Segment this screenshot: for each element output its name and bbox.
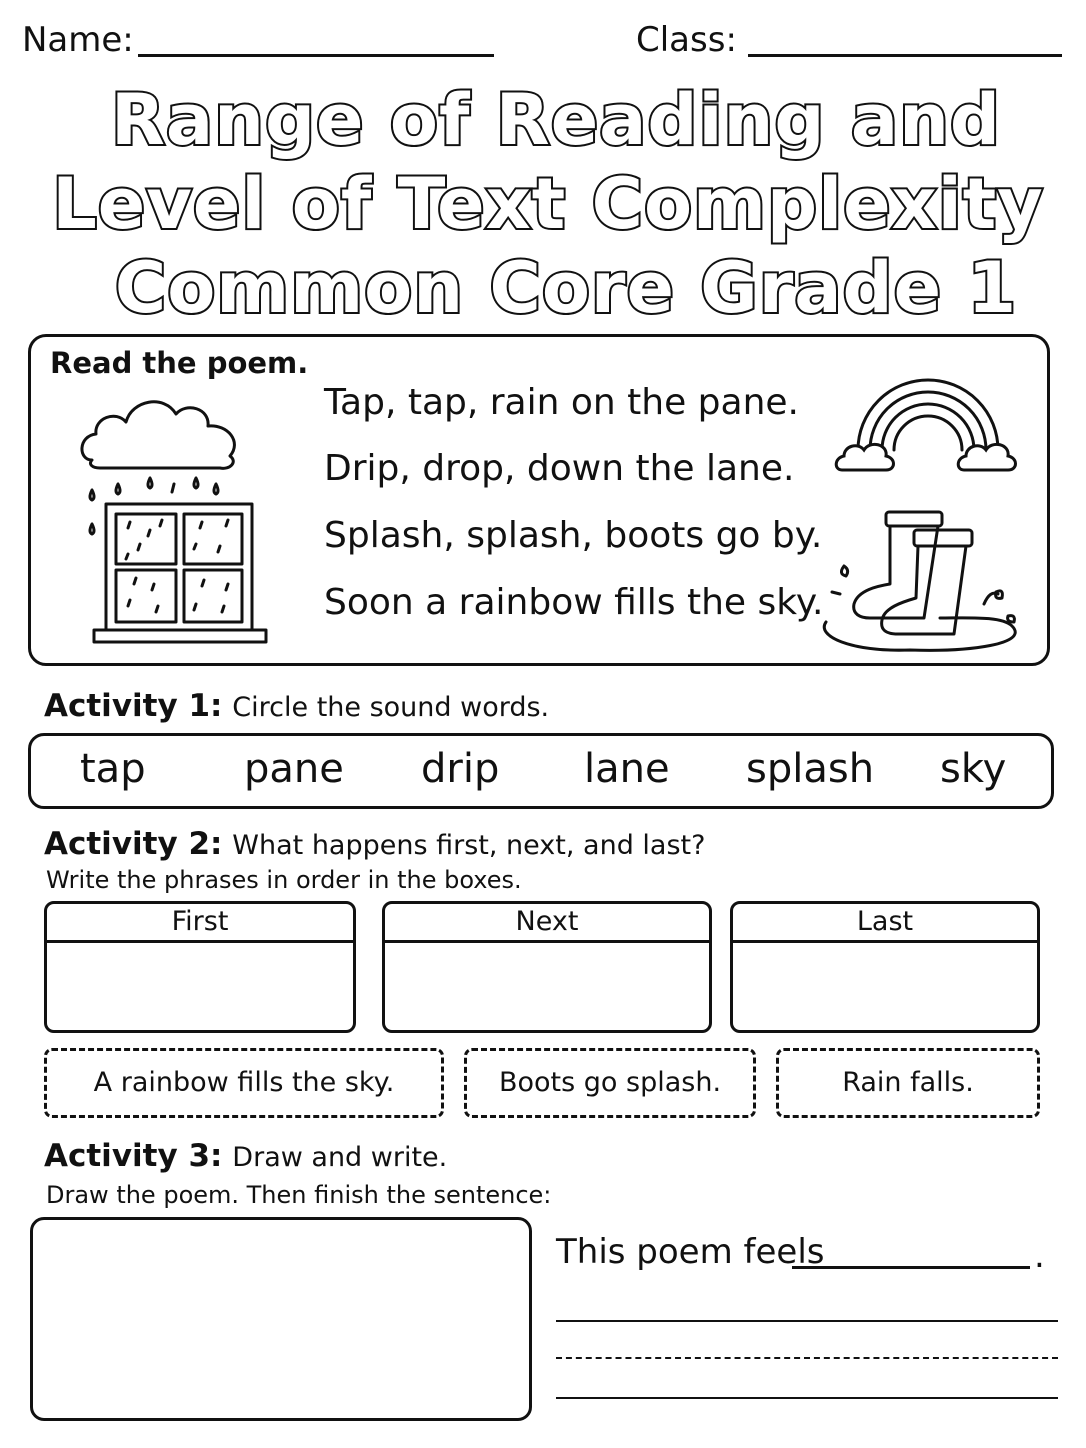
- word-drip[interactable]: drip: [421, 746, 500, 792]
- phrase-card[interactable]: Rain falls.: [776, 1048, 1040, 1118]
- activity-2-heading: [44, 826, 705, 862]
- activity-1-heading: [44, 688, 549, 724]
- name-blank[interactable]: [138, 54, 494, 57]
- next-box[interactable]: [382, 901, 712, 1033]
- drawing-box[interactable]: [30, 1217, 532, 1421]
- last-box[interactable]: [730, 901, 1040, 1033]
- activity-2-subinstruction: Write the phrases in order in the boxes.: [46, 866, 522, 894]
- writing-line-middle: [556, 1357, 1058, 1359]
- activity-3-label: Activity 3:: [44, 1138, 223, 1174]
- word-lane[interactable]: lane: [584, 746, 670, 792]
- activity-1-label: Activity 1:: [44, 688, 223, 724]
- last-box-header: Last: [733, 904, 1037, 943]
- name-label: Name:: [22, 20, 134, 60]
- word-pane[interactable]: pane: [244, 746, 344, 792]
- word-splash[interactable]: splash: [746, 746, 875, 792]
- rainbow-icon: [834, 366, 1024, 478]
- activity-3-subinstruction: Draw the poem. Then finish the sentence:: [46, 1181, 552, 1209]
- phrase-card[interactable]: Boots go splash.: [464, 1048, 756, 1118]
- word-sky[interactable]: sky: [940, 746, 1007, 792]
- poem-line-3: Splash, splash, boots go by.: [324, 515, 823, 556]
- class-blank[interactable]: [748, 54, 1062, 57]
- title-line-1: Range of Reading and: [110, 79, 1002, 161]
- activity-1-instruction: Circle the sound words.: [232, 692, 550, 723]
- poem-instruction: Read the poem.: [50, 346, 309, 380]
- word-tap[interactable]: tap: [80, 746, 146, 792]
- activity-3-heading: [44, 1138, 447, 1174]
- writing-line-top[interactable]: [556, 1320, 1058, 1322]
- sentence-period: .: [1034, 1236, 1045, 1276]
- rain-boots-icon: [820, 506, 1030, 656]
- activity-2-instruction: What happens first, next, and last?: [232, 830, 706, 861]
- title-line-3: Common Core Grade 1: [114, 247, 1018, 328]
- class-label: Class:: [636, 20, 737, 60]
- feeling-blank[interactable]: [792, 1266, 1030, 1269]
- poem-line-2: Drip, drop, down the lane.: [324, 448, 795, 489]
- first-box[interactable]: [44, 901, 356, 1033]
- sound-words-box: [28, 733, 1054, 809]
- poem-line-1: Tap, tap, rain on the pane.: [324, 382, 799, 423]
- activity-3-instruction: Draw and write.: [232, 1142, 448, 1173]
- worksheet-title: [0, 78, 1086, 328]
- writing-line-bottom[interactable]: [556, 1397, 1058, 1399]
- sentence-start: This poem feels: [556, 1232, 825, 1272]
- next-box-header: Next: [385, 904, 709, 943]
- title-line-2: Level of Text Complexity: [52, 163, 1044, 245]
- first-box-header: First: [47, 904, 353, 943]
- poem-line-4: Soon a rainbow fills the sky.: [324, 582, 824, 623]
- activity-2-label: Activity 2:: [44, 826, 223, 862]
- phrase-card[interactable]: A rainbow fills the sky.: [44, 1048, 444, 1118]
- sentence-prompt: [556, 1232, 824, 1272]
- rain-cloud-window-icon: [78, 384, 278, 646]
